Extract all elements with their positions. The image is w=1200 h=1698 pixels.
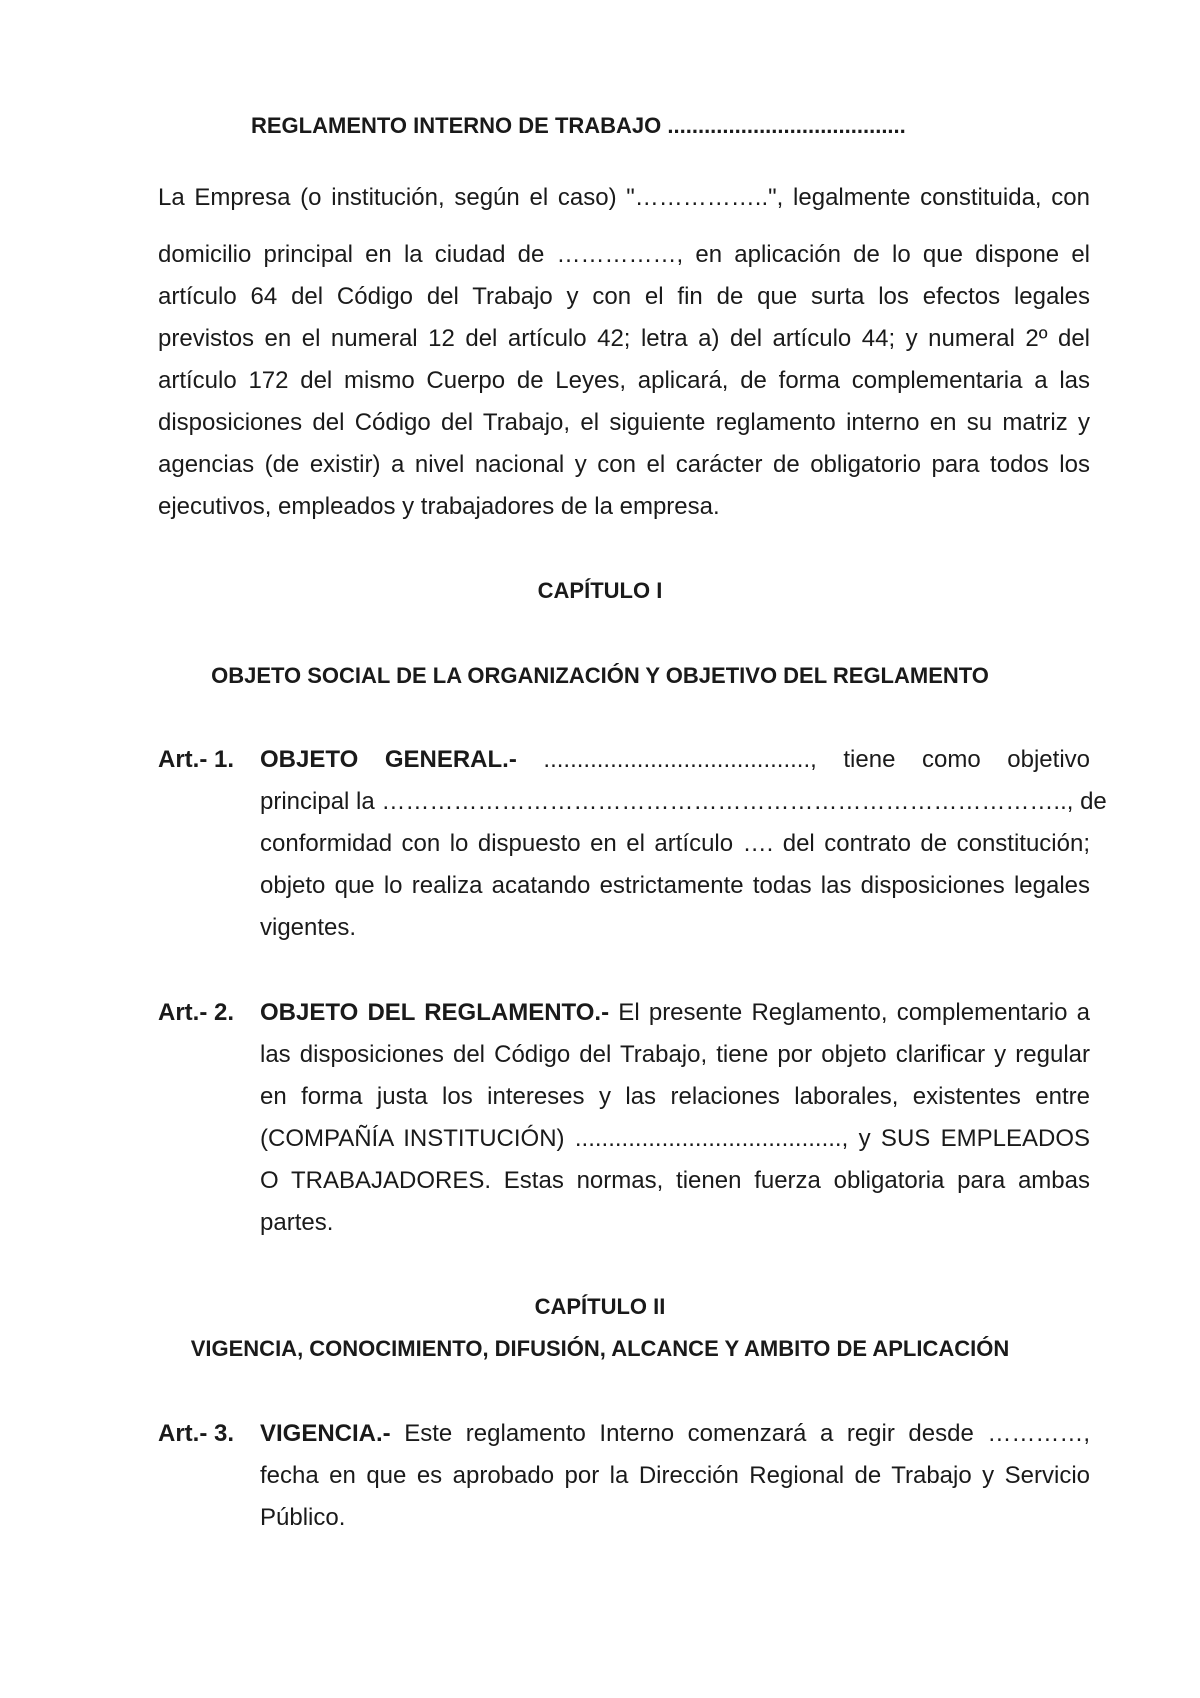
- intro-line: La Empresa (o institución, según el caso) "……………..", legalmente constituida, con: [158, 184, 1090, 211]
- chapter-heading: CAPÍTULO II: [534, 1294, 666, 1319]
- article-text: Este reglamento Interno comenzará a regir desde …………,: [390, 1420, 1090, 1447]
- intro-line: domicilio principal en la ciudad de ……………, en aplicación de lo que dispone el: [158, 241, 1090, 268]
- intro-line: artículo 172 del mismo Cuerpo de Leyes, aplicará, de forma complementaria a las: [158, 367, 1090, 394]
- article-line: [260, 745, 1090, 775]
- article-line: O TRABAJADORES. Estas normas, tienen fuerza obligatoria para ambas: [260, 1167, 1090, 1194]
- article-line: conformidad con lo dispuesto en el artículo …. del contrato de constitución;: [260, 830, 1090, 857]
- article-line: vigentes.: [260, 914, 357, 941]
- intro-line: previstos en el numeral 12 del artículo 42; letra a) del artículo 44; y numeral 2º del: [158, 325, 1090, 352]
- chapter-subheading: OBJETO SOCIAL DE LA ORGANIZACIÓN Y OBJETIVO DEL REGLAMENTO: [211, 663, 989, 688]
- chapter-subheading: VIGENCIA, CONOCIMIENTO, DIFUSIÓN, ALCANCE Y AMBITO DE APLICACIÓN: [190, 1336, 1010, 1361]
- article-line: en forma justa los intereses y las relaciones laborales, existentes entre: [260, 1083, 1090, 1110]
- intro-line: agencias (de existir) a nivel nacional y con el carácter de obligatorio para todos los: [158, 451, 1090, 478]
- article-line: (COMPAÑÍA INSTITUCIÓN) ........................................, y SUS EMPLEADOS: [260, 1125, 1090, 1152]
- article-number: Art.- 2.: [158, 999, 235, 1026]
- intro-line: artículo 64 del Código del Trabajo y con el fin de que surta los efectos legales: [158, 283, 1090, 310]
- article-line: [260, 1419, 1090, 1449]
- article-number: Art.- 1.: [158, 746, 235, 773]
- article-number: Art.- 3.: [158, 1420, 235, 1447]
- article-label: OBJETO DEL REGLAMENTO.-: [260, 999, 610, 1026]
- intro-line: ejecutivos, empleados y trabajadores de la empresa.: [158, 493, 720, 520]
- article-line: principal la ………………………………………………………………………….., de: [260, 788, 1107, 815]
- article-line: objeto que lo realiza acatando estrictamente todas las disposiciones legales: [260, 872, 1090, 899]
- article-text: El presente Reglamento, complementario a: [609, 999, 1091, 1026]
- article-label: VIGENCIA.-: [260, 1420, 391, 1447]
- article-label: OBJETO GENERAL.-: [260, 746, 517, 773]
- article-line: las disposiciones del Código del Trabajo, tiene por objeto clarificar y regular: [260, 1041, 1090, 1068]
- article-line: partes.: [260, 1209, 334, 1236]
- article-line: fecha en que es aprobado por la Dirección Regional de Trabajo y Servicio: [260, 1462, 1090, 1489]
- intro-line: disposiciones del Código del Trabajo, el siguiente reglamento interno en su matriz y: [158, 409, 1090, 436]
- article-line: Público.: [260, 1504, 346, 1531]
- document-title: REGLAMENTO INTERNO DE TRABAJO .......................................: [251, 113, 906, 138]
- chapter-heading: CAPÍTULO I: [537, 578, 663, 603]
- article-line: [260, 998, 1090, 1028]
- article-text: ........................................, tiene como objetivo: [516, 746, 1091, 773]
